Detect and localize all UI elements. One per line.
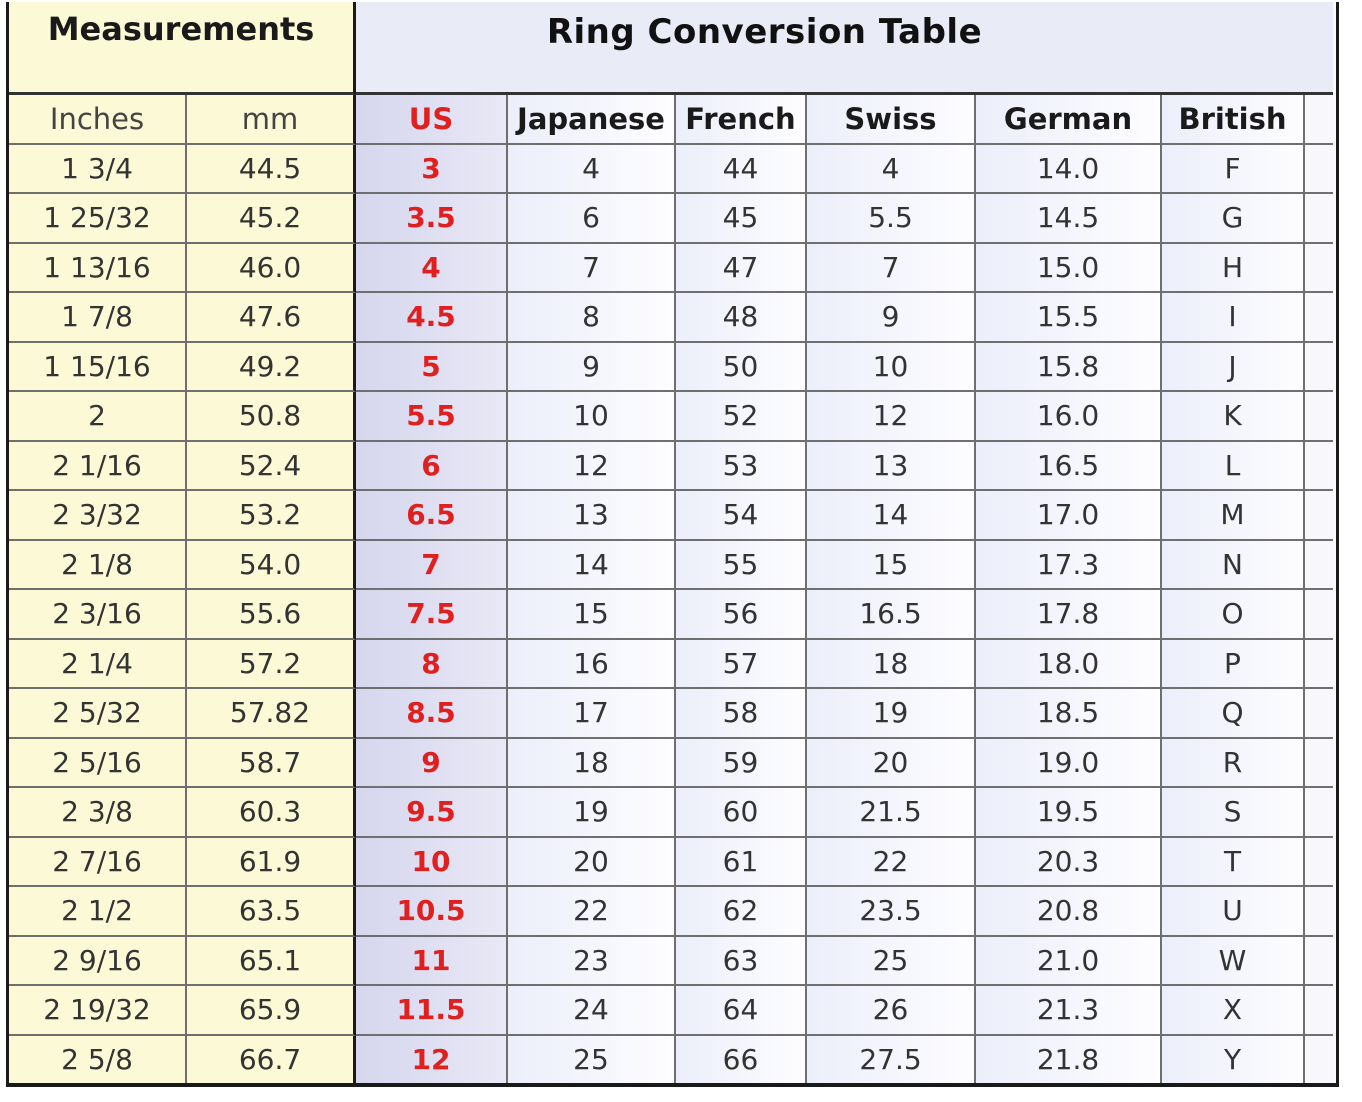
row-filler: [1305, 491, 1333, 541]
cell-japanese: 8: [508, 293, 676, 343]
cell-us: 5.5: [356, 392, 508, 442]
cell-mm: 61.9: [187, 838, 356, 888]
cell-inches: 2 9/16: [9, 937, 187, 987]
cell-mm: 49.2: [187, 343, 356, 393]
cell-swiss: 26: [807, 986, 976, 1036]
cell-mm: 45.2: [187, 194, 356, 244]
table-title: Ring Conversion Table: [356, 2, 1333, 95]
cell-mm: 57.82: [187, 689, 356, 739]
cell-british: Q: [1162, 689, 1305, 739]
cell-inches: 2: [9, 392, 187, 442]
cell-us: 8.5: [356, 689, 508, 739]
cell-swiss: 13: [807, 442, 976, 492]
row-filler: [1305, 343, 1333, 393]
cell-swiss: 23.5: [807, 887, 976, 937]
cell-french: 60: [676, 788, 807, 838]
cell-british: I: [1162, 293, 1305, 343]
cell-inches: 2 5/8: [9, 1036, 187, 1086]
cell-japanese: 7: [508, 244, 676, 294]
cell-japanese: 16: [508, 640, 676, 690]
cell-inches: 2 1/2: [9, 887, 187, 937]
row-filler: [1305, 392, 1333, 442]
cell-us: 5: [356, 343, 508, 393]
cell-us: 11.5: [356, 986, 508, 1036]
row-filler: [1305, 986, 1333, 1036]
cell-swiss: 14: [807, 491, 976, 541]
cell-french: 66: [676, 1036, 807, 1086]
cell-inches: 2 7/16: [9, 838, 187, 888]
cell-us: 3.5: [356, 194, 508, 244]
cell-mm: 55.6: [187, 590, 356, 640]
cell-mm: 46.0: [187, 244, 356, 294]
cell-british: K: [1162, 392, 1305, 442]
cell-inches: 1 25/32: [9, 194, 187, 244]
cell-german: 17.0: [976, 491, 1162, 541]
cell-mm: 65.1: [187, 937, 356, 987]
row-filler: [1305, 541, 1333, 591]
cell-us: 7: [356, 541, 508, 591]
cell-mm: 50.8: [187, 392, 356, 442]
cell-british: W: [1162, 937, 1305, 987]
cell-us: 6.5: [356, 491, 508, 541]
cell-british: O: [1162, 590, 1305, 640]
cell-swiss: 12: [807, 392, 976, 442]
cell-french: 44: [676, 145, 807, 195]
cell-inches: 1 3/4: [9, 145, 187, 195]
cell-german: 20.3: [976, 838, 1162, 888]
cell-us: 7.5: [356, 590, 508, 640]
cell-swiss: 9: [807, 293, 976, 343]
cell-japanese: 23: [508, 937, 676, 987]
cell-mm: 58.7: [187, 739, 356, 789]
cell-german: 21.8: [976, 1036, 1162, 1086]
row-filler: [1305, 1036, 1333, 1086]
cell-japanese: 12: [508, 442, 676, 492]
cell-german: 18.0: [976, 640, 1162, 690]
cell-inches: 2 5/32: [9, 689, 187, 739]
cell-us: 9.5: [356, 788, 508, 838]
cell-german: 18.5: [976, 689, 1162, 739]
header-british: British: [1162, 95, 1305, 145]
cell-french: 56: [676, 590, 807, 640]
cell-us: 11: [356, 937, 508, 987]
cell-japanese: 13: [508, 491, 676, 541]
cell-french: 62: [676, 887, 807, 937]
cell-mm: 66.7: [187, 1036, 356, 1086]
cell-german: 21.3: [976, 986, 1162, 1036]
cell-mm: 63.5: [187, 887, 356, 937]
cell-british: X: [1162, 986, 1305, 1036]
cell-us: 12: [356, 1036, 508, 1086]
header-us: US: [356, 95, 508, 145]
row-filler: [1305, 590, 1333, 640]
cell-french: 53: [676, 442, 807, 492]
cell-french: 61: [676, 838, 807, 888]
cell-inches: 1 15/16: [9, 343, 187, 393]
cell-us: 4.5: [356, 293, 508, 343]
cell-japanese: 10: [508, 392, 676, 442]
cell-japanese: 18: [508, 739, 676, 789]
cell-british: P: [1162, 640, 1305, 690]
cell-inches: 2 3/8: [9, 788, 187, 838]
cell-french: 63: [676, 937, 807, 987]
header-french: French: [676, 95, 807, 145]
cell-british: U: [1162, 887, 1305, 937]
cell-german: 17.8: [976, 590, 1162, 640]
cell-mm: 44.5: [187, 145, 356, 195]
cell-japanese: 4: [508, 145, 676, 195]
cell-british: S: [1162, 788, 1305, 838]
cell-swiss: 4: [807, 145, 976, 195]
cell-german: 19.5: [976, 788, 1162, 838]
row-filler: [1305, 244, 1333, 294]
cell-japanese: 15: [508, 590, 676, 640]
cell-japanese: 24: [508, 986, 676, 1036]
cell-german: 17.3: [976, 541, 1162, 591]
cell-swiss: 25: [807, 937, 976, 987]
cell-british: J: [1162, 343, 1305, 393]
cell-us: 3: [356, 145, 508, 195]
cell-french: 54: [676, 491, 807, 541]
cell-japanese: 22: [508, 887, 676, 937]
cell-british: L: [1162, 442, 1305, 492]
cell-us: 10: [356, 838, 508, 888]
cell-inches: 2 19/32: [9, 986, 187, 1036]
cell-german: 20.8: [976, 887, 1162, 937]
cell-swiss: 27.5: [807, 1036, 976, 1086]
cell-swiss: 19: [807, 689, 976, 739]
cell-french: 47: [676, 244, 807, 294]
cell-swiss: 20: [807, 739, 976, 789]
cell-german: 14.0: [976, 145, 1162, 195]
cell-swiss: 7: [807, 244, 976, 294]
cell-inches: 2 3/32: [9, 491, 187, 541]
row-filler: [1305, 788, 1333, 838]
cell-french: 50: [676, 343, 807, 393]
cell-british: N: [1162, 541, 1305, 591]
cell-british: R: [1162, 739, 1305, 789]
cell-french: 58: [676, 689, 807, 739]
table-grid: [9, 2, 1333, 1085]
cell-british: M: [1162, 491, 1305, 541]
cell-inches: 2 1/16: [9, 442, 187, 492]
header-filler: [1305, 95, 1333, 145]
cell-german: 16.5: [976, 442, 1162, 492]
cell-japanese: 20: [508, 838, 676, 888]
cell-swiss: 18: [807, 640, 976, 690]
row-filler: [1305, 640, 1333, 690]
row-filler: [1305, 145, 1333, 195]
cell-british: Y: [1162, 1036, 1305, 1086]
row-filler: [1305, 293, 1333, 343]
cell-mm: 53.2: [187, 491, 356, 541]
cell-inches: 2 3/16: [9, 590, 187, 640]
row-filler: [1305, 442, 1333, 492]
cell-mm: 57.2: [187, 640, 356, 690]
cell-british: T: [1162, 838, 1305, 888]
cell-japanese: 6: [508, 194, 676, 244]
header-mm: mm: [187, 95, 356, 145]
cell-inches: 2 1/4: [9, 640, 187, 690]
cell-inches: 1 13/16: [9, 244, 187, 294]
cell-japanese: 25: [508, 1036, 676, 1086]
cell-inches: 2 1/8: [9, 541, 187, 591]
cell-mm: 54.0: [187, 541, 356, 591]
cell-french: 57: [676, 640, 807, 690]
cell-swiss: 22: [807, 838, 976, 888]
cell-swiss: 5.5: [807, 194, 976, 244]
cell-swiss: 16.5: [807, 590, 976, 640]
header-german: German: [976, 95, 1162, 145]
cell-mm: 65.9: [187, 986, 356, 1036]
cell-inches: 1 7/8: [9, 293, 187, 343]
cell-us: 6: [356, 442, 508, 492]
cell-french: 45: [676, 194, 807, 244]
cell-german: 19.0: [976, 739, 1162, 789]
row-filler: [1305, 838, 1333, 888]
cell-german: 16.0: [976, 392, 1162, 442]
header-inches: Inches: [9, 95, 187, 145]
cell-japanese: 14: [508, 541, 676, 591]
cell-us: 9: [356, 739, 508, 789]
cell-swiss: 21.5: [807, 788, 976, 838]
measurements-title: Measurements: [9, 2, 356, 95]
cell-japanese: 17: [508, 689, 676, 739]
row-filler: [1305, 689, 1333, 739]
cell-us: 10.5: [356, 887, 508, 937]
cell-us: 4: [356, 244, 508, 294]
cell-mm: 52.4: [187, 442, 356, 492]
cell-british: H: [1162, 244, 1305, 294]
cell-japanese: 19: [508, 788, 676, 838]
cell-british: G: [1162, 194, 1305, 244]
cell-mm: 47.6: [187, 293, 356, 343]
cell-german: 15.5: [976, 293, 1162, 343]
cell-german: 15.0: [976, 244, 1162, 294]
ring-conversion-table: [6, 2, 1339, 1087]
row-filler: [1305, 887, 1333, 937]
row-filler: [1305, 739, 1333, 789]
cell-japanese: 9: [508, 343, 676, 393]
cell-british: F: [1162, 145, 1305, 195]
cell-swiss: 10: [807, 343, 976, 393]
row-filler: [1305, 194, 1333, 244]
cell-french: 52: [676, 392, 807, 442]
row-filler: [1305, 937, 1333, 987]
cell-french: 64: [676, 986, 807, 1036]
cell-us: 8: [356, 640, 508, 690]
cell-inches: 2 5/16: [9, 739, 187, 789]
cell-german: 21.0: [976, 937, 1162, 987]
cell-german: 14.5: [976, 194, 1162, 244]
cell-french: 55: [676, 541, 807, 591]
cell-french: 59: [676, 739, 807, 789]
cell-french: 48: [676, 293, 807, 343]
cell-swiss: 15: [807, 541, 976, 591]
cell-mm: 60.3: [187, 788, 356, 838]
header-japanese: Japanese: [508, 95, 676, 145]
cell-german: 15.8: [976, 343, 1162, 393]
header-swiss: Swiss: [807, 95, 976, 145]
